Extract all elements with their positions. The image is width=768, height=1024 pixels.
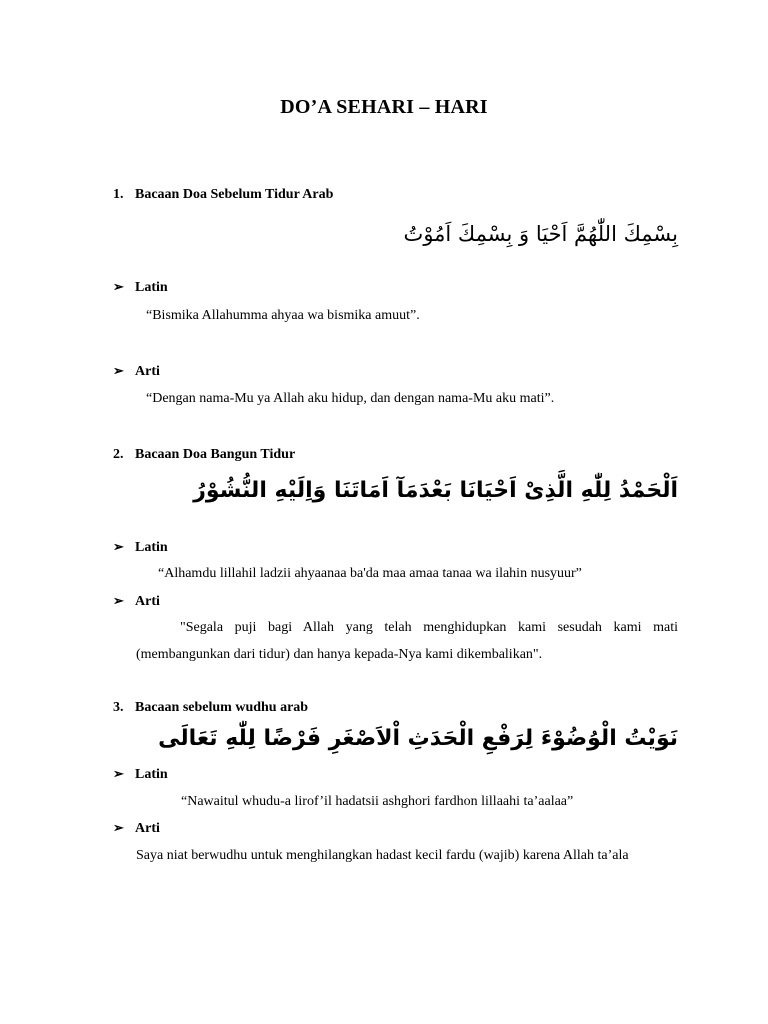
arabic-prayer-2: اَلْحَمْدُ لِلّٰهِ الَّذِىْ اَحْيَانَا بَعْدَمَآ اَمَاتَنَا وَاِلَيْهِ النُّشُوْرُ: [193, 478, 678, 503]
section-number: 3.: [113, 700, 124, 715]
arrow-bullet-icon: ➢: [113, 820, 124, 835]
arrow-bullet-icon: ➢: [113, 363, 124, 378]
section-heading-2: [113, 447, 295, 463]
arrow-bullet-icon: ➢: [113, 593, 124, 608]
bullet-label: Arti: [135, 594, 160, 609]
latin-text-1: “Bismika Allahumma ahyaa wa bismika amuut”.: [146, 308, 420, 323]
arti-label-3: [113, 820, 160, 837]
section-heading-1: [113, 187, 333, 203]
page-title: DO’A SEHARI – HARI: [280, 96, 488, 118]
arrow-bullet-icon: ➢: [113, 766, 124, 781]
section-number: 2.: [113, 447, 124, 462]
bullet-label: Latin: [135, 280, 168, 295]
arrow-bullet-icon: ➢: [113, 279, 124, 294]
bullet-label: Latin: [135, 540, 168, 555]
latin-label-3: [113, 766, 168, 783]
arti-text-2: "Segala puji bagi Allah yang telah menghidupkan kami sesudah kami mati (membangunkan dari tidur) dan hanya kepada-Nya kami dikembalikan".: [136, 620, 678, 662]
arti-label-2: [113, 593, 160, 610]
bullet-label: Arti: [135, 364, 160, 379]
section-title: Bacaan Doa Sebelum Tidur Arab: [135, 187, 334, 202]
arrow-bullet-icon: ➢: [113, 539, 124, 554]
arabic-prayer-1: بِسْمِكَ اللّٰهُمَّ اَحْيَا وَ بِسْمِكَ اَمُوْتُ: [403, 222, 678, 246]
latin-text-2: “Alhamdu lillahil ladzii ahyaanaa ba'da maa amaa tanaa wa ilahin nusyuur”: [158, 566, 582, 581]
bullet-label: Arti: [135, 821, 160, 836]
section-number: 1.: [113, 187, 124, 202]
section-title: Bacaan Doa Bangun Tidur: [135, 447, 296, 462]
section-heading-3: [113, 700, 308, 716]
latin-text-3: “Nawaitul whudu-a lirof’il hadatsii ashghori fardhon lillaahi ta’aalaa”: [181, 794, 574, 809]
bullet-label: Latin: [135, 767, 168, 782]
latin-label-1: [113, 279, 168, 296]
arti-label-1: [113, 363, 160, 380]
section-title: Bacaan sebelum wudhu arab: [135, 700, 309, 715]
arabic-prayer-3: نَوَيْتُ الْوُضُوْءَ لِرَفْعِ الْحَدَثِ اْلاَصْغَرِ فَرْضًا لِلّٰهِ تَعَالَى: [158, 726, 678, 751]
arti-text-1: “Dengan nama-Mu ya Allah aku hidup, dan dengan nama-Mu aku mati”.: [146, 391, 555, 406]
arti-text-3: Saya niat berwudhu untuk menghilangkan hadast kecil fardu (wajib) karena Allah ta’ala: [136, 848, 629, 863]
latin-label-2: [113, 539, 168, 556]
